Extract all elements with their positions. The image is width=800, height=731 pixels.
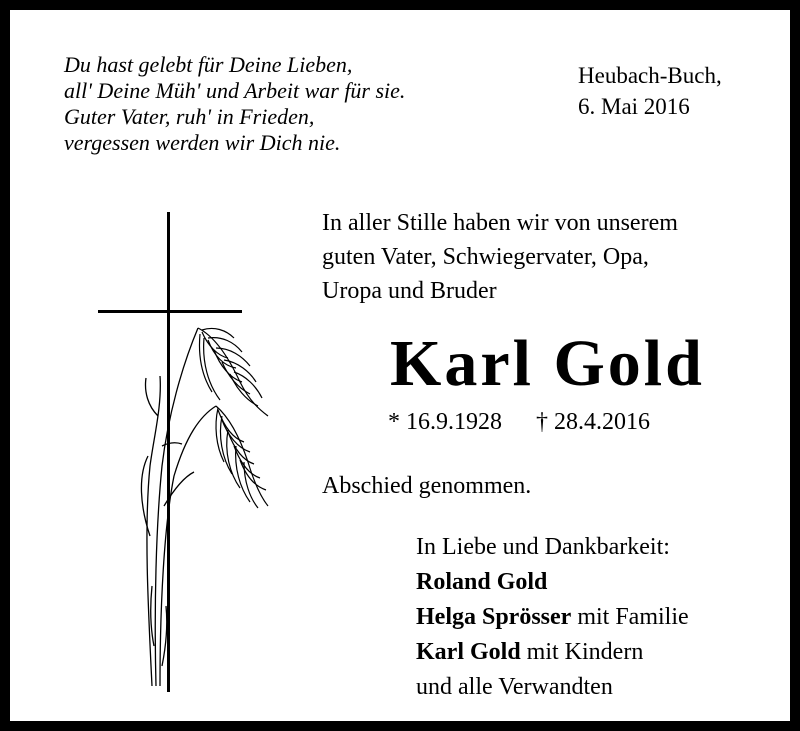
poem-line: Guter Vater, ruh' in Frieden, [64, 104, 315, 129]
mourner-suffix: mit Kindern [520, 639, 644, 665]
mourner-line [416, 635, 689, 670]
intro-line: In aller Stille haben wir von unserem [322, 210, 678, 236]
mourner-suffix: mit Familie [571, 604, 689, 630]
mourner-line [416, 600, 689, 635]
wheat-ear-upper-icon [198, 328, 268, 416]
mourner-name: Helga Sprösser [416, 604, 572, 630]
mourner-name: Roland Gold [416, 569, 548, 595]
intro-line: guten Vater, Schwiegervater, Opa, [322, 244, 649, 270]
poem-line: all' Deine Müh' und Arbeit war für sie. [64, 78, 406, 103]
farewell-text: Abschied genommen. [322, 473, 532, 499]
place-and-date [578, 60, 722, 122]
poem-line: vergessen werden wir Dich nie. [64, 130, 341, 155]
mourners-list [416, 530, 689, 705]
mourner-line: und alle Verwandten [416, 674, 613, 700]
date: 6. Mai 2016 [578, 94, 690, 119]
cross-horizontal-beam [98, 310, 242, 313]
deceased-name: Karl Gold [390, 327, 705, 400]
place: Heubach-Buch, [578, 63, 722, 88]
wheat-ear-lower-icon [216, 406, 268, 508]
mourner-line [416, 565, 689, 600]
mourner-name: Karl Gold [416, 639, 521, 665]
mourners-heading: In Liebe und Dankbarkeit: [416, 534, 670, 560]
birth-date: * 16.9.1928 [388, 409, 502, 435]
life-dates [388, 406, 650, 438]
intro-line: Uropa und Bruder [322, 278, 497, 304]
cross-with-wheat-icon [90, 206, 290, 706]
memorial-poem [64, 52, 405, 156]
death-date: † 28.4.2016 [536, 409, 650, 435]
wheat-stalks-icon [141, 328, 216, 686]
intro-text [322, 206, 678, 308]
poem-line: Du hast gelebt für Deine Lieben, [64, 52, 353, 77]
cross-vertical-beam [167, 212, 170, 692]
